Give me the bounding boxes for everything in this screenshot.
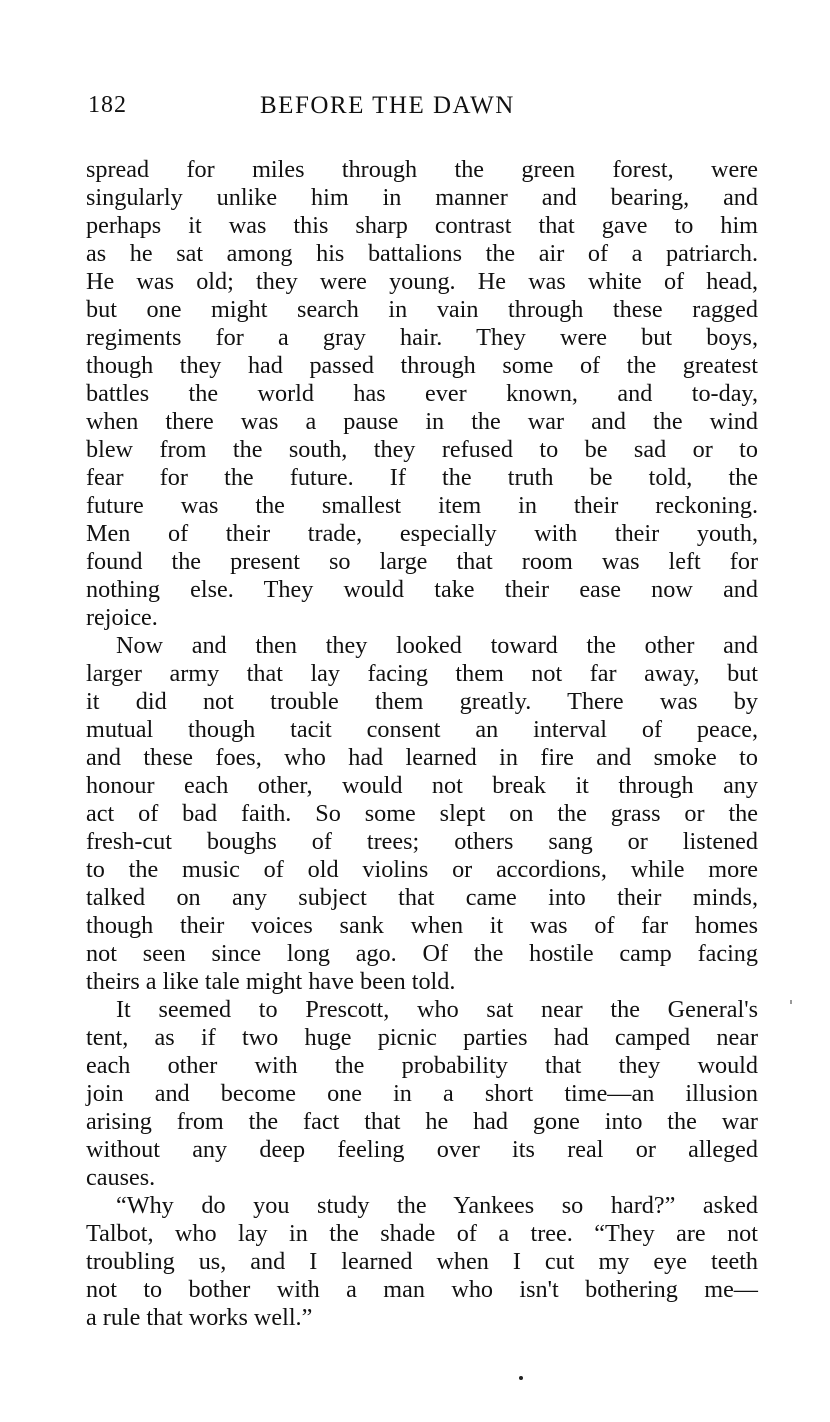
text-line: “Why do you study the Yankees so hard?” asked — [116, 1192, 758, 1219]
body-text — [86, 156, 758, 1332]
text-line: each other with the probability that they would — [86, 1052, 758, 1079]
text-line: future was the smallest item in their reckoning. — [86, 492, 758, 519]
text-line: It seemed to Prescott, who sat near the General's — [116, 996, 758, 1023]
page-header — [88, 92, 758, 124]
text-line: to the music of old violins or accordions, while more — [86, 856, 758, 883]
text-line: fresh-cut boughs of trees; others sang or listened — [86, 828, 758, 855]
text-line: Talbot, who lay in the shade of a tree. “They are not — [86, 1220, 758, 1247]
text-line: Now and then they looked toward the other and — [116, 632, 758, 659]
text-line: though they had passed through some of the greatest — [86, 352, 758, 379]
text-line: a rule that works well.” — [86, 1304, 313, 1331]
text-line: singularly unlike him in manner and bearing, and — [86, 184, 758, 211]
text-line: it did not trouble them greatly. There was by — [86, 688, 758, 715]
text-line: blew from the south, they refused to be sad or to — [86, 436, 758, 463]
text-line: tent, as if two huge picnic parties had camped near — [86, 1024, 758, 1051]
text-line: act of bad faith. So some slept on the grass or the — [86, 800, 758, 827]
text-line: fear for the future. If the truth be told, the — [86, 464, 758, 491]
text-line: larger army that lay facing them not far away, but — [86, 660, 758, 687]
text-line: troubling us, and I learned when I cut my eye teeth — [86, 1248, 758, 1275]
text-line: perhaps it was this sharp contrast that gave to him — [86, 212, 758, 239]
text-line: found the present so large that room was left for — [86, 548, 758, 575]
text-line: He was old; they were young. He was white of head, — [86, 268, 758, 295]
text-line: not to bother with a man who isn't bothering me— — [86, 1276, 758, 1303]
text-line: and these foes, who had learned in fire and smoke to — [86, 744, 758, 771]
text-line: theirs a like tale might have been told. — [86, 968, 456, 995]
text-line: though their voices sank when it was of far homes — [86, 912, 758, 939]
text-line: nothing else. They would take their ease now and — [86, 576, 758, 603]
text-line: not seen since long ago. Of the hostile camp facing — [86, 940, 758, 967]
text-line: when there was a pause in the war and the wind — [86, 408, 758, 435]
text-line: talked on any subject that came into their minds, — [86, 884, 758, 911]
text-line: without any deep feeling over its real or alleged — [86, 1136, 758, 1163]
text-line: as he sat among his battalions the air of a patriarch. — [86, 240, 758, 267]
text-line: spread for miles through the green forest, were — [86, 156, 758, 183]
text-line: join and become one in a short time—an illusion — [86, 1080, 758, 1107]
text-line: rejoice. — [86, 604, 158, 631]
text-line: causes. — [86, 1164, 156, 1191]
text-line: mutual though tacit consent an interval of peace, — [86, 716, 758, 743]
text-line: honour each other, would not break it through any — [86, 772, 758, 799]
text-line: but one might search in vain through these ragged — [86, 296, 758, 323]
text-line: arising from the fact that he had gone into the war — [86, 1108, 758, 1135]
text-line: Men of their trade, especially with their youth, — [86, 520, 758, 547]
margin-speck — [790, 1000, 792, 1004]
running-title: BEFORE THE DAWN — [260, 92, 515, 119]
footer-dot — [519, 1376, 523, 1380]
text-line: regiments for a gray hair. They were but boys, — [86, 324, 758, 351]
page-number: 182 — [88, 92, 127, 118]
text-line: battles the world has ever known, and to-day, — [86, 380, 758, 407]
